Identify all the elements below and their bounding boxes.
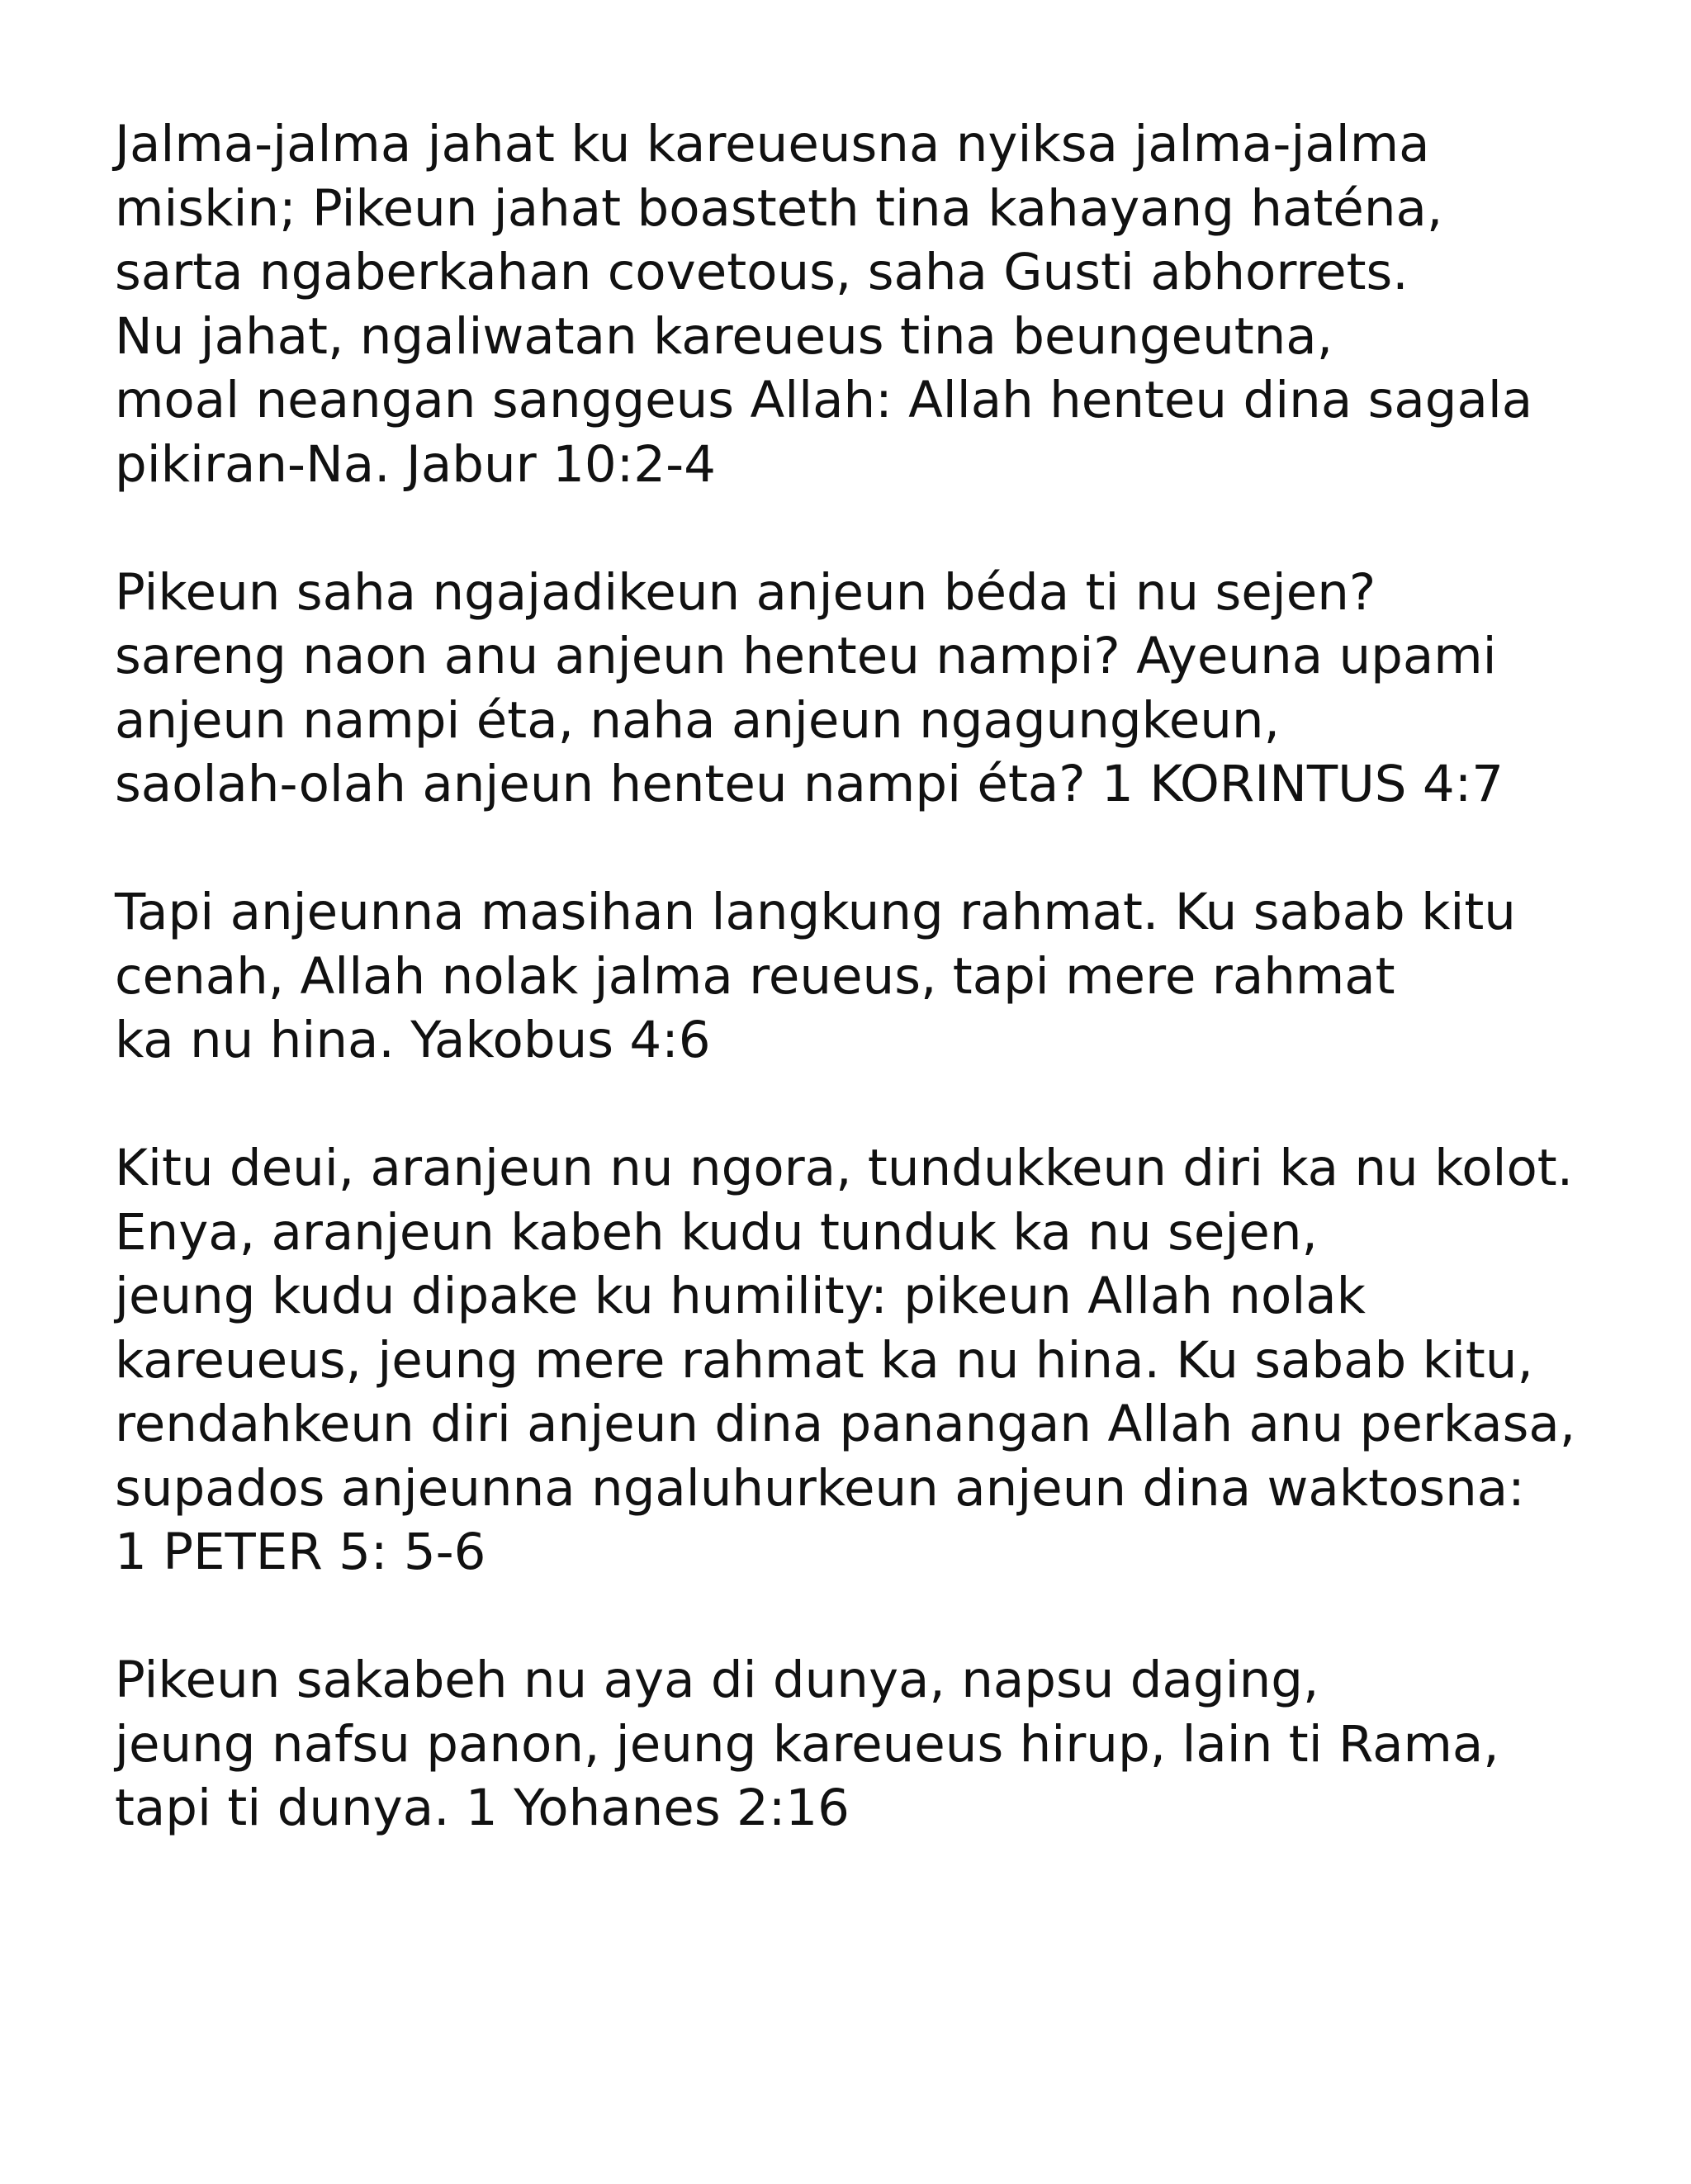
- text-line: jeung nafsu panon, jeung kareueus hirup, lain ti Rama,: [115, 1714, 1499, 1774]
- verse-block-yohanes: [115, 1648, 1667, 1841]
- document-page: [115, 112, 1667, 1904]
- verse-block-korintus: [115, 561, 1667, 817]
- text-line: cenah, Allah nolak jalma reueus, tapi mere rahmat: [115, 946, 1395, 1006]
- text-line: Enya, aranjeun kabeh kudu tunduk ka nu sejen,: [115, 1202, 1318, 1262]
- text-line: Kitu deui, aranjeun nu ngora, tundukkeun diri ka nu kolot.: [115, 1139, 1574, 1197]
- verse-block-peter: [115, 1136, 1667, 1585]
- text-line: saolah-olah anjeun henteu nampi éta? 1 KORINTUS 4:7: [115, 755, 1504, 813]
- verse-block-yakobus: [115, 880, 1667, 1073]
- text-line: moal neangan sanggeus Allah: Allah henteu dina sagala: [115, 371, 1533, 429]
- text-line: Nu jahat, ngaliwatan kareueus tina beungeutna,: [115, 306, 1333, 366]
- text-line: rendahkeun diri anjeun dina panangan Allah anu perkasa,: [115, 1395, 1576, 1453]
- text-line: sareng naon anu anjeun henteu nampi? Ayeuna upami: [115, 627, 1497, 685]
- text-line: tapi ti dunya. 1 Yohanes 2:16: [115, 1779, 850, 1837]
- text-line: Tapi anjeunna masihan langkung rahmat. Ku sabab kitu: [115, 883, 1516, 941]
- text-line: sarta ngaberkahan covetous, saha Gusti abhorrets.: [115, 243, 1409, 301]
- text-line: pikiran-Na. Jabur 10:2-4: [115, 434, 716, 494]
- text-line: Pikeun sakabeh nu aya di dunya, napsu daging,: [115, 1651, 1319, 1709]
- verse-block-jabur: [115, 112, 1667, 496]
- text-line: ka nu hina. Yakobus 4:6: [115, 1011, 711, 1069]
- text-line: anjeun nampi éta, naha anjeun ngagungkeun,: [115, 690, 1280, 750]
- text-line: jeung kudu dipake ku humility: pikeun Allah nolak: [115, 1267, 1366, 1325]
- text-line: supados anjeunna ngaluhurkeun anjeun dina waktosna:: [115, 1458, 1525, 1518]
- text-line: Jalma-jalma jahat ku kareueusna nyiksa jalma-jalma: [115, 115, 1430, 173]
- text-line: miskin; Pikeun jahat boasteth tina kahayang haténa,: [115, 178, 1443, 238]
- text-line: Pikeun saha ngajadikeun anjeun béda ti nu sejen?: [115, 562, 1376, 622]
- text-line: 1 PETER 5: 5-6: [115, 1523, 486, 1581]
- text-line: kareueus, jeung mere rahmat ka nu hina. Ku sabab kitu,: [115, 1330, 1533, 1390]
